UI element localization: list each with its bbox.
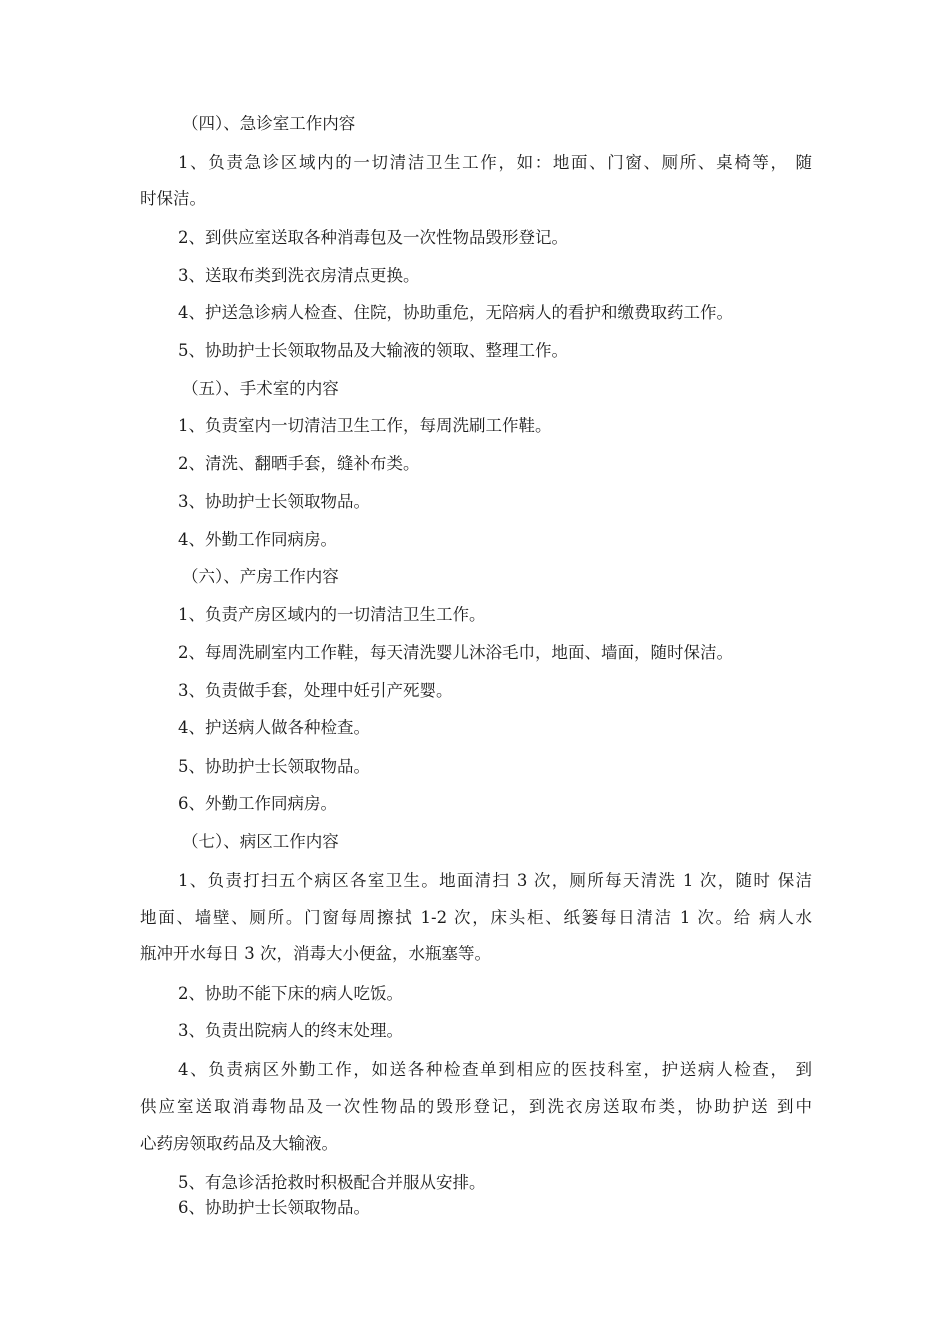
paragraph-5-1: 1、负责室内一切清洁卫生工作，每周洗刷工作鞋。 (178, 416, 552, 435)
paragraph-7-1-line-1: 1、负责打扫五个病区各室卫生。地面清扫 3 次，厕所每天清洗 1 次，随时 保洁 (178, 871, 812, 890)
paragraph-6-6: 6、外勤工作同病房。 (178, 794, 337, 813)
paragraph-4-1-line-1: 1、负责急诊区域内的一切清洁卫生工作，如：地面、门窗、厕所、桌椅等， 随 (178, 153, 812, 172)
paragraph-5-4: 4、外勤工作同病房。 (178, 530, 337, 549)
paragraph-7-1-line-2: 地面、墙壁、厕所。门窗每周擦拭 1-2 次，床头柜、纸篓每日清洁 1 次。给 病人水 (140, 908, 812, 927)
paragraph-4-2: 2、到供应室送取各种消毒包及一次性物品毁形登记。 (178, 228, 568, 247)
paragraph-6-2: 2、每周洗刷室内工作鞋，每天清洗婴儿沐浴毛巾，地面、墙面，随时保洁。 (178, 643, 733, 662)
paragraph-7-3: 3、负责出院病人的终末处理。 (178, 1021, 403, 1040)
paragraph-6-5: 5、协助护士长领取物品。 (178, 757, 370, 776)
paragraph-4-1-line-2: 时保洁。 (140, 189, 206, 208)
section-heading-5: （五）、手术室的内容 (182, 379, 339, 398)
paragraph-6-3: 3、负责做手套，处理中妊引产死婴。 (178, 681, 453, 700)
paragraph-5-2: 2、清洗、翻晒手套，缝补布类。 (178, 454, 420, 473)
paragraph-7-4-line-3: 心药房领取药品及大输液。 (140, 1134, 338, 1153)
paragraph-4-5: 5、协助护士长领取物品及大输液的领取、整理工作。 (178, 341, 568, 360)
paragraph-7-6: 6、协助护士长领取物品。 (178, 1198, 370, 1217)
paragraph-7-4-line-2: 供应室送取消毒物品及一次性物品的毁形登记，到洗衣房送取布类，协助护送 到中 (140, 1097, 812, 1116)
paragraph-7-5: 5、有急诊活抢救时积极配合并服从安排。 (178, 1173, 486, 1192)
section-heading-4: （四）、急诊室工作内容 (182, 114, 356, 133)
section-heading-6: （六）、产房工作内容 (182, 567, 339, 586)
paragraph-7-1-line-3: 瓶冲开水每日 3 次，消毒大小便盆，水瓶塞等。 (140, 944, 491, 963)
paragraph-5-3: 3、协助护士长领取物品。 (178, 492, 370, 511)
section-heading-7: （七）、病区工作内容 (182, 832, 339, 851)
paragraph-6-4: 4、护送病人做各种检查。 (178, 718, 370, 737)
paragraph-4-3: 3、送取布类到洗衣房清点更换。 (178, 266, 420, 285)
paragraph-7-2: 2、协助不能下床的病人吃饭。 (178, 984, 403, 1003)
paragraph-4-4: 4、护送急诊病人检查、住院，协助重危，无陪病人的看护和缴费取药工作。 (178, 303, 733, 322)
paragraph-6-1: 1、负责产房区域内的一切清洁卫生工作。 (178, 605, 486, 624)
paragraph-7-4-line-1: 4、负责病区外勤工作，如送各种检查单到相应的医技科室，护送病人检查， 到 (178, 1060, 812, 1079)
